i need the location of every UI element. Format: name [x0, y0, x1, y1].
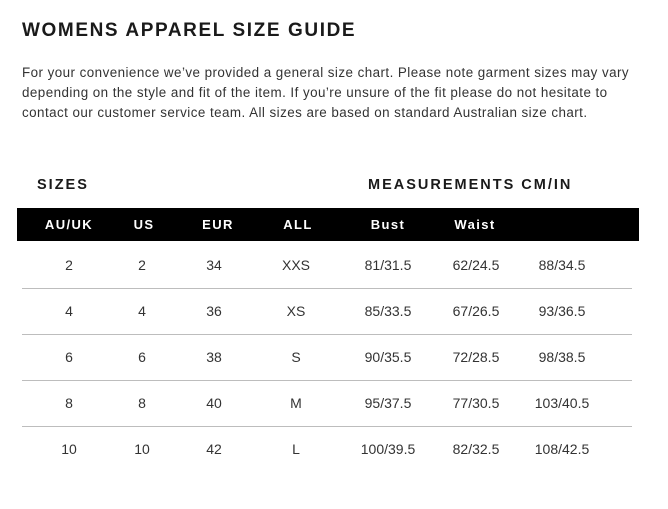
cell-waist: 62/24.5 [452, 257, 500, 273]
table-row [22, 426, 632, 472]
table-row [22, 380, 632, 427]
cell-eur: 38 [206, 349, 222, 365]
cell-waist: 82/32.5 [452, 441, 500, 457]
cell-hips: 103/40.5 [534, 395, 590, 411]
header-bust: Bust [370, 217, 406, 232]
cell-hips: 108/42.5 [534, 441, 590, 457]
header-hips [522, 208, 602, 241]
table-row [22, 242, 632, 289]
cell-waist: 67/26.5 [452, 303, 500, 319]
cell-all: L [292, 441, 300, 457]
cell-bust: 100/39.5 [360, 441, 416, 457]
cell-au-uk: 10 [61, 441, 77, 457]
cell-waist: 72/28.5 [452, 349, 500, 365]
header-waist: Waist [454, 217, 496, 232]
cell-au-uk: 8 [65, 395, 73, 411]
intro-paragraph: For your convenience we’ve provided a general size chart. Please note garment sizes may vary depending on the style and fit of the item. If you’re unsure of the fit please do not hesitate to contact our customer service team. All sizes are based on standard Australian size chart. [22, 65, 630, 120]
cell-all: XS [286, 303, 306, 319]
header-all: ALL [283, 217, 313, 232]
size-table-header [17, 208, 639, 241]
cell-hips: 98/38.5 [538, 349, 586, 365]
cell-bust: 90/35.5 [364, 349, 412, 365]
cell-hips: 93/36.5 [538, 303, 586, 319]
cell-bust: 85/33.5 [364, 303, 412, 319]
header-eur: EUR [202, 217, 234, 232]
table-row [22, 288, 632, 335]
cell-eur: 42 [206, 441, 222, 457]
header-us: US [133, 217, 155, 232]
cell-us: 10 [134, 441, 150, 457]
cell-all: S [291, 349, 301, 365]
sizes-section-label: SIZES [37, 177, 89, 193]
cell-au-uk: 6 [65, 349, 73, 365]
cell-us: 2 [138, 257, 146, 273]
cell-us: 6 [138, 349, 146, 365]
cell-all: XXS [281, 257, 310, 273]
page-title: WOMENS APPAREL SIZE GUIDE [22, 20, 357, 41]
cell-bust: 95/37.5 [364, 395, 412, 411]
cell-eur: 34 [206, 257, 222, 273]
cell-waist: 77/30.5 [452, 395, 500, 411]
cell-au-uk: 2 [65, 257, 73, 273]
cell-eur: 36 [206, 303, 222, 319]
measurements-section-label: MEASUREMENTS CM/IN [368, 177, 573, 193]
cell-bust: 81/31.5 [364, 257, 412, 273]
cell-eur: 40 [206, 395, 222, 411]
header-au-uk: AU/UK [44, 217, 94, 232]
cell-hips: 88/34.5 [538, 257, 586, 273]
cell-us: 8 [138, 395, 146, 411]
cell-all: M [290, 395, 302, 411]
table-row [22, 334, 632, 381]
cell-us: 4 [138, 303, 146, 319]
cell-au-uk: 4 [65, 303, 73, 319]
